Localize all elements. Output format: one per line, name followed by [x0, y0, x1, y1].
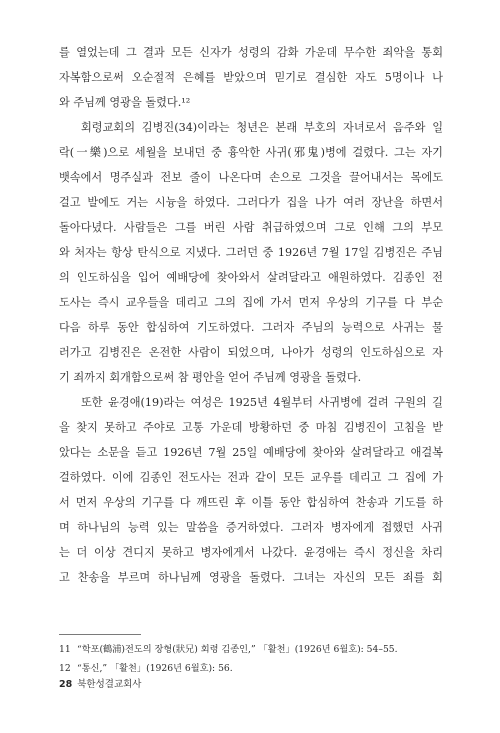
footnote-item [59, 640, 443, 659]
footnotes [59, 640, 443, 678]
body-line: 며 하나님의 능력 있는 말씀을 증거하였다. 그러자 병자에게 접했던 사귀 [59, 521, 443, 534]
body-line: 뱃속에서 명주실과 전보 줄이 나온다며 손으로 그것을 끌어내서는 목에도 [59, 171, 443, 184]
page-footer [59, 678, 141, 692]
body-line: 러가고 김병진은 온전한 사람이 되었으며, 나아가 성령의 인도하심으로 자 [59, 346, 443, 359]
body-line: 회령교회의 김병진(34)이라는 청년은 본래 부호의 자녀로서 음주와 일 [81, 121, 443, 134]
page-number: 28 [59, 679, 73, 690]
body-line: 돌아다녔다. 사람들은 그를 버린 사람 취급하였으며 그로 인해 그의 부모 [59, 221, 443, 234]
body-line: 걸하였다. 이에 김종인 전도사는 전과 같이 모든 교우를 데리고 그 집에 가 [59, 471, 443, 484]
body-line: 또한 윤경애(19)라는 여성은 1925년 4월부터 사귀병에 걸려 구원의 길 [81, 396, 443, 409]
footnote-number: 11 [59, 644, 71, 655]
body-line: 기 죄까지 회개함으로써 참 평안을 얻어 주님께 영광을 돌렸다. [59, 371, 362, 384]
body-text [59, 40, 443, 590]
footnote-divider [59, 634, 141, 635]
body-line: 걸고 발에도 거는 시늉을 하였다. 그러다가 집을 나가 여러 장난을 하면서 [59, 196, 443, 209]
body-line: 와 처자는 항상 탄식으로 지냈다. 그러던 중 1926년 7월 17일 김병진은 주님 [59, 246, 443, 259]
body-line: 와 주님께 영광을 돌렸다.¹² [59, 96, 191, 109]
footnote-item [59, 659, 443, 678]
body-line: 서 먼저 우상의 기구를 다 깨뜨린 후 이틀 동안 합심하여 찬송과 기도를 하 [59, 496, 443, 509]
book-title: 북한성결교회사 [77, 679, 142, 690]
body-line: 락(一樂)으로 세월을 보내던 중 흉악한 사귀(邪鬼)병에 걸렸다. 그는 자기 [59, 146, 443, 159]
body-line: 다음 하루 동안 합심하여 기도하였다. 그러자 주님의 능력으로 사귀는 물 [59, 321, 443, 334]
body-line: 고 찬송을 부르며 하나님께 영광을 돌렸다. 그녀는 자신의 모든 죄를 회 [59, 571, 443, 584]
body-line: 도사는 즉시 교우들을 데리고 그의 집에 가서 먼저 우상의 기구를 다 부순 [59, 296, 443, 309]
body-line: 는 더 이상 견디지 못하고 병자에게서 나갔다. 윤경애는 즉시 정신을 차리 [59, 546, 443, 559]
footnote-text: “통신,” 「활천」(1926년 6월호): 56. [77, 663, 233, 674]
body-line: 았다는 소문을 듣고 1926년 7월 25일 예배당에 찾아와 살려달라고 애걸복 [59, 446, 443, 459]
body-line: 을 찾지 못하고 주야로 고통 가운데 방황하던 중 마침 김병진이 고침을 받 [59, 421, 443, 434]
footnote-text: “학포(鶴浦)전도의 장형(狀兄) 회령 김종인,” 「활천」(1926년 6월호): 54–55. [77, 644, 398, 655]
footnote-number: 12 [59, 663, 71, 674]
body-line: 자복함으로써 오순절적 은혜를 받았으며 믿기로 결심한 자도 5명이나 나 [59, 71, 443, 84]
body-line: 의 인도하심을 입어 예배당에 찾아와서 살려달라고 애원하였다. 김종인 전 [59, 271, 443, 284]
body-line: 를 열었는데 그 결과 모든 신자가 성령의 감화 가운데 무수한 죄악을 통회 [59, 46, 443, 59]
